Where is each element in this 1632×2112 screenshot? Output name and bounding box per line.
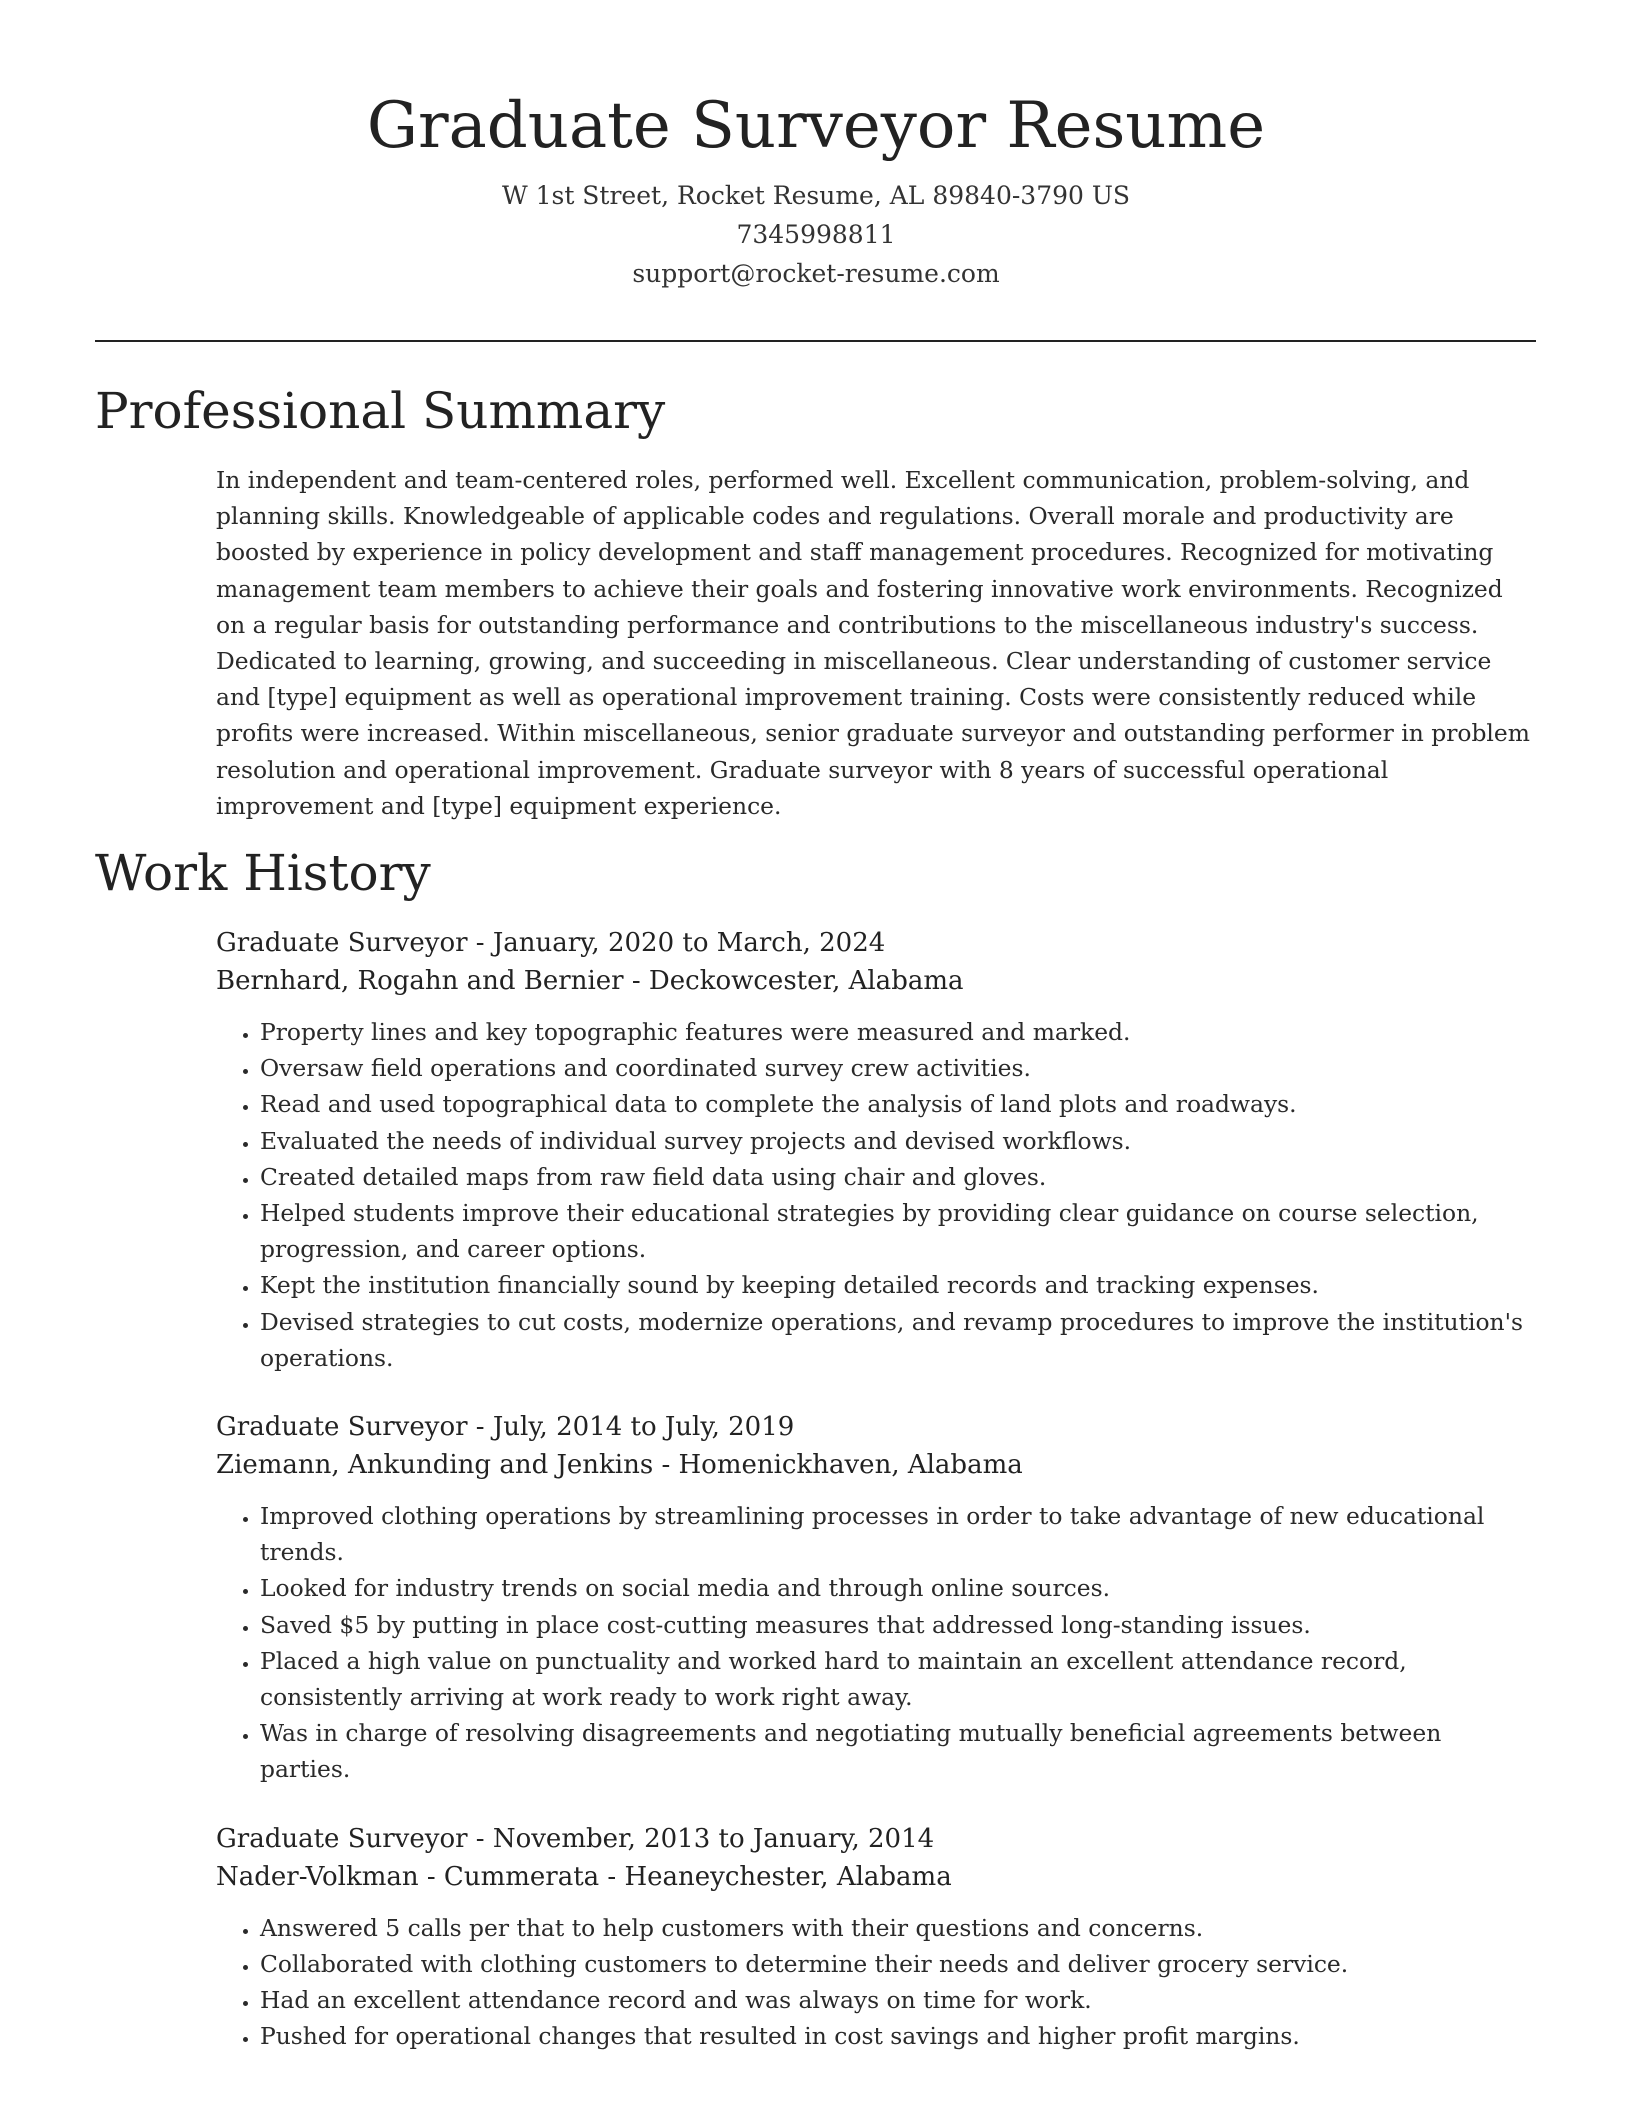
job-company-line: Bernhard, Rogahn and Bernier - Deckowcester, Alabama xyxy=(216,966,964,996)
job-bullet-list xyxy=(216,1910,1536,2055)
job-title-line: Graduate Surveyor - January, 2020 to March, 2024 xyxy=(216,928,886,958)
job-bullet: • Created detailed maps from raw field data using chair and gloves. xyxy=(260,1159,1536,1195)
summary-heading: Professional Summary xyxy=(95,382,666,440)
job-bullet: • Oversaw field operations and coordinated survey crew activities. xyxy=(260,1050,1536,1086)
job-bullet: • Answered 5 calls per that to help customers with their questions and concerns. xyxy=(260,1910,1536,1946)
work-history-heading: Work History xyxy=(95,844,431,902)
job-company-line: Nader-Volkman - Cummerata - Heaneychester, Alabama xyxy=(216,1861,952,1892)
contact-email: support@rocket-resume.com xyxy=(632,259,1000,288)
job-bullet: • Pushed for operational changes that resulted in cost savings and higher profit margins. xyxy=(260,2018,1536,2054)
resume-title: Graduate Surveyor Resume xyxy=(366,89,1266,163)
job-bullet: • Property lines and key topographic features were measured and marked. xyxy=(260,1014,1536,1050)
contact-address: W 1st Street, Rocket Resume, AL 89840-3790 US xyxy=(501,181,1131,210)
job-bullet: • Devised strategies to cut costs, modernize operations, and revamp procedures to improve the institution's operations. xyxy=(260,1304,1536,1376)
job-bullet-list xyxy=(216,1498,1536,1788)
job-bullet: • Was in charge of resolving disagreements and negotiating mutually beneficial agreements between parties. xyxy=(260,1715,1536,1787)
job-bullet: • Read and used topographical data to complete the analysis of land plots and roadways. xyxy=(260,1086,1536,1122)
job-entry xyxy=(216,924,1536,1376)
job-bullet: • Improved clothing operations by streamlining processes in order to take advantage of new educational trends. xyxy=(260,1498,1536,1570)
work-history-list xyxy=(216,924,1536,2086)
job-bullet: • Collaborated with clothing customers to determine their needs and deliver grocery service. xyxy=(260,1946,1536,1982)
job-entry xyxy=(216,1408,1536,1788)
job-company-line: Ziemann, Ankunding and Jenkins - Homenickhaven, Alabama xyxy=(216,1450,1023,1481)
job-bullet-list xyxy=(216,1014,1536,1376)
job-bullet: • Placed a high value on punctuality and worked hard to maintain an excellent attendance record, consistently arriving at work ready to work right away. xyxy=(260,1643,1536,1715)
job-bullet: • Saved $5 by putting in place cost-cutting measures that addressed long-standing issues. xyxy=(260,1607,1536,1643)
job-title-line: Graduate Surveyor - November, 2013 to January, 2014 xyxy=(216,1823,935,1854)
job-bullet: • Kept the institution financially sound by keeping detailed records and tracking expenses. xyxy=(260,1267,1536,1303)
job-bullet: • Evaluated the needs of individual survey projects and devised workflows. xyxy=(260,1123,1536,1159)
contact-phone: 7345998811 xyxy=(736,220,896,249)
header-divider xyxy=(95,340,1536,342)
job-bullet: • Had an excellent attendance record and was always on time for work. xyxy=(260,1982,1536,2018)
summary-text: In independent and team-centered roles, performed well. Excellent communication, problem-solving, and planning skills. Knowledgeable of applicable codes and regulations. Overall morale and productivity are boosted by experience in policy development and staff management procedures. Recognized for motivating management team members to achieve their goals and fostering innovative work environments. Recognized on a regular basis for outstanding performance and contributions to the miscellaneous industry's success. Dedicated to learning, growing, and succeeding in miscellaneous. Clear understanding of customer service and [type] equipment as well as operational improvement training. Costs were consistently reduced while profits were increased. Within miscellaneous, senior graduate surveyor and outstanding performer in problem resolution and operational improvement. Graduate surveyor with 8 years of successful operational improvement and [type] equipment experience. xyxy=(216,466,1530,820)
job-bullet: • Helped students improve their educational strategies by providing clear guidance on course selection, progression, and career options. xyxy=(260,1195,1536,1267)
job-title-line: Graduate Surveyor - July, 2014 to July, 2019 xyxy=(216,1412,795,1443)
job-bullet: • Looked for industry trends on social media and through online sources. xyxy=(260,1570,1536,1606)
job-entry xyxy=(216,1820,1536,2055)
resume-header xyxy=(0,0,1632,293)
contact-block xyxy=(0,176,1632,293)
